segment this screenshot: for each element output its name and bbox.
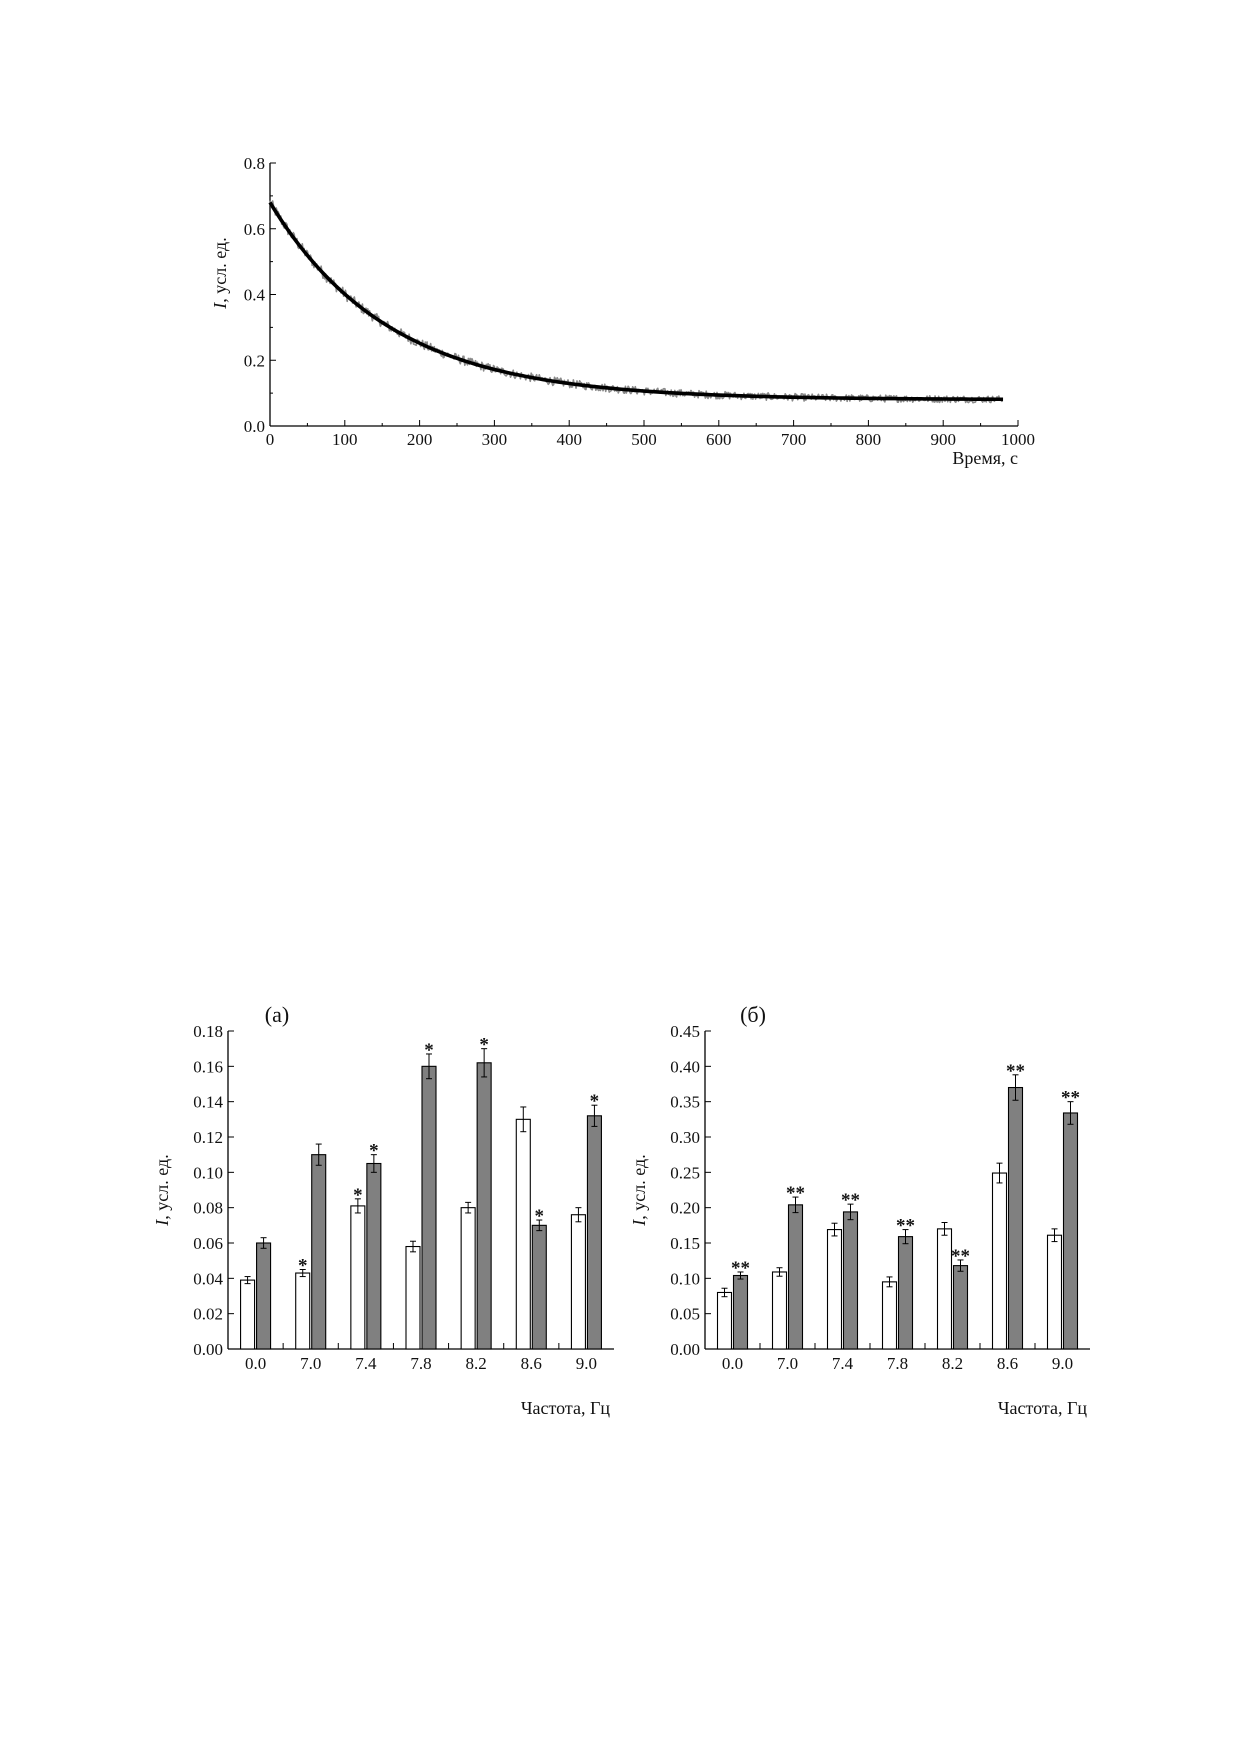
panel-a-y-tick-label: 0.12 bbox=[193, 1128, 223, 1147]
panel-a-bar-treated bbox=[257, 1243, 271, 1349]
panel-b-significance-mark: ** bbox=[841, 1190, 860, 1212]
panel-b-y-tick-label: 0.00 bbox=[670, 1340, 700, 1359]
panel-a-significance-mark: * bbox=[353, 1184, 363, 1206]
panel-b-y-axis-label bbox=[629, 1154, 649, 1226]
panel-a-significance-mark: * bbox=[297, 1255, 308, 1277]
panel-b-bar-control bbox=[828, 1230, 842, 1349]
panel-a-y-axis-label bbox=[152, 1154, 172, 1226]
decay-x-tick-label: 200 bbox=[406, 430, 433, 449]
panel-b-significance-mark: ** bbox=[731, 1257, 750, 1279]
panel-b-bar-control bbox=[1048, 1235, 1062, 1349]
decay-line-chart bbox=[210, 154, 1035, 468]
panel-b-bar-treated bbox=[1064, 1113, 1078, 1349]
panel-a-bar-control bbox=[351, 1206, 365, 1349]
panel-b-significance-mark: ** bbox=[951, 1245, 970, 1267]
panel-a-x-tick-label: 9.0 bbox=[575, 1354, 598, 1373]
panel-b-y-tick-label: 0.05 bbox=[670, 1304, 700, 1324]
decay-fit-curve bbox=[270, 202, 1003, 399]
panel-a-x-axis-label: Частота, Гц bbox=[520, 1398, 610, 1418]
decay-y-axis-label-symbol: I bbox=[210, 302, 230, 309]
panel-a-y-tick-label: 0.02 bbox=[193, 1304, 223, 1324]
decay-x-tick-label: 300 bbox=[481, 430, 508, 449]
decay-measured-trace bbox=[270, 201, 1002, 403]
panel-b-x-tick-label: 8.2 bbox=[941, 1354, 964, 1373]
decay-x-tick-label: 1000 bbox=[1001, 430, 1035, 449]
panel-b-significance-mark: ** bbox=[1006, 1060, 1025, 1082]
panel-a-bar-chart bbox=[152, 1002, 614, 1418]
panel-b-bar-control bbox=[773, 1272, 787, 1349]
panel-b-bar-treated bbox=[1009, 1088, 1023, 1349]
panel-a-x-tick-label: 0.0 bbox=[244, 1354, 267, 1373]
panel-b-x-tick-label: 7.4 bbox=[831, 1354, 854, 1373]
panel-b-y-tick-label: 0.40 bbox=[670, 1057, 700, 1077]
panel-b-bars bbox=[718, 1061, 1081, 1349]
panel-a-bar-treated bbox=[532, 1225, 546, 1349]
panel-b-bar-control bbox=[718, 1292, 732, 1349]
panel-b-y-axis-label-symbol: I bbox=[629, 1219, 649, 1226]
panel-a-label: (а) bbox=[264, 1002, 290, 1027]
panel-a-bar-control bbox=[516, 1119, 530, 1349]
panel-a-y-tick-label: 0.00 bbox=[193, 1340, 223, 1359]
panel-b-x-tick-label: 0.0 bbox=[721, 1354, 744, 1373]
panel-a-y-tick-label: 0.04 bbox=[193, 1269, 223, 1289]
decay-x-tick-label: 0 bbox=[265, 430, 275, 449]
panel-b-y-tick-label: 0.45 bbox=[670, 1022, 700, 1041]
decay-y-axis-label-unit: , усл. ед. bbox=[210, 237, 230, 303]
panel-a-bar-control bbox=[241, 1280, 255, 1349]
decay-x-axis-label: Время, с bbox=[952, 448, 1018, 468]
panel-a-bar-treated bbox=[367, 1164, 381, 1350]
decay-y-tick-label: 0.2 bbox=[243, 351, 265, 371]
panel-a-y-tick-label: 0.10 bbox=[193, 1163, 223, 1183]
panel-b-label: (б) bbox=[740, 1002, 766, 1027]
decay-axes bbox=[244, 154, 1035, 449]
decay-x-tick-label: 100 bbox=[332, 430, 358, 449]
panel-a-bar-control bbox=[406, 1247, 420, 1349]
decay-y-axis-label bbox=[210, 237, 230, 309]
panel-b-bar-chart bbox=[629, 1002, 1090, 1418]
panel-a-significance-mark: * bbox=[479, 1034, 489, 1056]
panel-b-x-tick-label: 8.6 bbox=[996, 1354, 1019, 1373]
decay-x-tick-label: 500 bbox=[631, 430, 657, 449]
decay-x-tick-label: 800 bbox=[855, 430, 882, 449]
panel-a-y-axis-label-symbol: I bbox=[152, 1219, 172, 1226]
panel-a-x-tick-label: 7.4 bbox=[355, 1354, 377, 1373]
panel-b-bar-treated bbox=[789, 1205, 803, 1349]
panel-a-bar-treated bbox=[477, 1063, 491, 1349]
panel-b-x-axis-label: Частота, Гц bbox=[997, 1398, 1087, 1418]
decay-y-tick-label: 0.4 bbox=[243, 285, 265, 305]
panel-a-x-tick-label: 7.8 bbox=[410, 1354, 432, 1373]
panel-b-x-tick-label: 9.0 bbox=[1051, 1354, 1074, 1373]
panel-b-y-axis-label-unit: , усл. ед. bbox=[629, 1154, 649, 1220]
panel-a-bar-control bbox=[461, 1208, 475, 1349]
panel-b-y-tick-label: 0.35 bbox=[670, 1092, 700, 1112]
panel-b-x-tick-label: 7.8 bbox=[886, 1354, 909, 1373]
panel-a-bar-treated bbox=[312, 1155, 326, 1349]
panel-a-y-tick-label: 0.16 bbox=[193, 1057, 223, 1077]
panel-b-bar-treated bbox=[899, 1237, 913, 1349]
decay-x-tick-label: 600 bbox=[706, 430, 732, 449]
panel-b-x-tick-label: 7.0 bbox=[776, 1354, 799, 1373]
panel-a-x-tick-label: 8.6 bbox=[520, 1354, 542, 1373]
panel-a-bar-treated bbox=[422, 1066, 436, 1349]
panel-a-bar-treated bbox=[587, 1116, 601, 1349]
panel-a-bar-control bbox=[571, 1215, 585, 1349]
panel-b-bar-control bbox=[993, 1173, 1007, 1349]
panel-b-y-tick-label: 0.15 bbox=[670, 1234, 700, 1253]
panel-b-y-tick-label: 0.25 bbox=[670, 1163, 700, 1183]
decay-y-tick-label: 0.6 bbox=[243, 219, 265, 239]
panel-b-bar-control bbox=[883, 1282, 897, 1349]
panel-b-y-tick-label: 0.30 bbox=[670, 1128, 700, 1147]
panel-a-x-tick-label: 8.2 bbox=[465, 1354, 487, 1373]
decay-x-tick-label: 400 bbox=[556, 430, 582, 449]
panel-b-y-tick-label: 0.20 bbox=[670, 1198, 700, 1218]
panel-a-y-tick-label: 0.08 bbox=[193, 1198, 223, 1218]
panel-a-significance-mark: * bbox=[369, 1140, 379, 1162]
panel-a-y-tick-label: 0.06 bbox=[193, 1234, 223, 1253]
panel-b-y-tick-label: 0.10 bbox=[670, 1269, 700, 1289]
panel-a-y-axis-label-unit: , усл. ед. bbox=[152, 1154, 172, 1220]
decay-y-tick-label: 0.8 bbox=[243, 154, 265, 173]
panel-a-significance-mark: * bbox=[534, 1206, 545, 1228]
decay-x-tick-label: 900 bbox=[930, 430, 956, 449]
panel-b-significance-mark: ** bbox=[896, 1215, 915, 1237]
panel-a-bar-control bbox=[296, 1273, 310, 1349]
panel-b-bar-treated bbox=[844, 1212, 858, 1349]
panel-b-significance-mark: ** bbox=[786, 1183, 805, 1205]
panel-b-bar-treated bbox=[954, 1266, 968, 1349]
decay-y-tick-label: 0.0 bbox=[243, 417, 265, 436]
panel-a-x-tick-label: 7.0 bbox=[300, 1354, 322, 1373]
panel-a-significance-mark: * bbox=[589, 1091, 600, 1113]
decay-x-tick-label: 700 bbox=[780, 430, 807, 449]
panel-a-y-tick-label: 0.18 bbox=[193, 1022, 223, 1041]
panel-b-bar-control bbox=[938, 1229, 952, 1349]
panel-b-bar-treated bbox=[734, 1276, 748, 1349]
panel-a-y-tick-label: 0.14 bbox=[193, 1092, 223, 1112]
panel-a-significance-mark: * bbox=[424, 1039, 434, 1061]
decay-series bbox=[270, 201, 1003, 403]
panel-a-bars bbox=[241, 1035, 602, 1349]
panel-b-significance-mark: ** bbox=[1061, 1087, 1080, 1109]
